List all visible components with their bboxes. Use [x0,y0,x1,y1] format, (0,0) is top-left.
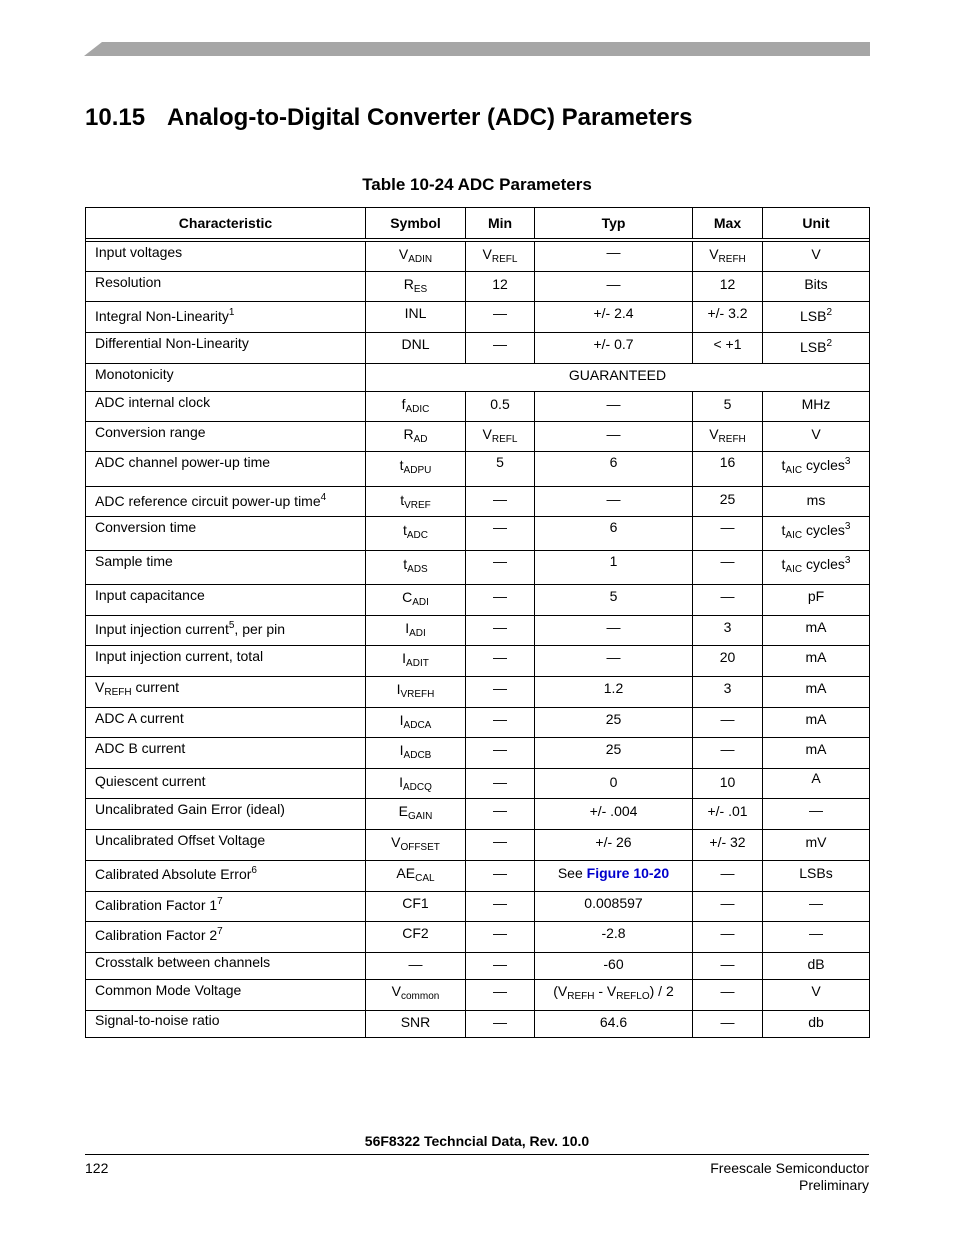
typ-cell: — [606,396,621,412]
table-title: Table 10-24 ADC Parameters [362,175,592,194]
min-cell: — [493,649,507,665]
header-typ: Typ [535,208,693,239]
characteristic-cell: ADC B current [95,740,186,756]
table-row [86,677,870,708]
section-title-text: Analog-to-Digital Converter (ADC) Parameters [167,104,693,131]
table-row [86,333,870,364]
typ-cell: $(V_{REFH} - V_{REFLO}) / 2$ [553,983,674,1002]
symbol-cell: CF1 [402,895,429,911]
typ-cell: — [606,649,621,665]
document-status: Preliminary [798,1177,869,1193]
typ-cell: 5 [609,588,618,604]
symbol-cell: CF2 [402,925,429,941]
unit-cell: dB [807,956,825,972]
max-cell: $V_{REFH}$ [709,426,746,445]
typ-cell: 25 [605,741,622,757]
table-row [86,980,870,1011]
unit-cell: ms [806,492,826,508]
table-row [86,616,870,646]
unit-cell: V [811,983,821,999]
typ-cell: 1 [609,553,618,569]
footer-company-block [710,1160,869,1194]
unit-cell: mV [805,834,827,850]
symbol-cell: $R_{AD}$ [403,426,428,445]
max-cell: — [720,588,735,604]
table-row [86,953,870,980]
characteristic-cell: ADC A current [95,710,184,726]
characteristic-cell: Common Mode Voltage [95,982,242,998]
typ-cell: -2.8 [601,925,626,941]
min-cell: — [493,741,507,757]
max-cell: 25 [719,491,736,507]
characteristic-cell: Calibration Factor $1^7$ [95,896,223,913]
characteristic-cell: Calibrated Absolute Error$^6$ [95,865,257,882]
symbol-cell: $V_{OFFSET}$ [391,834,440,853]
typ-cell: 0 [609,774,618,790]
max-cell: — [720,983,735,999]
symbol-cell: $AE_{CAL}$ [396,865,435,884]
min-cell: — [493,865,507,881]
min-cell: $V_{REFL}$ [482,426,518,445]
unit-cell: mA [805,649,827,665]
unit-cell: pF [807,588,825,604]
unit-cell: LSB$^2$ [799,338,833,355]
max-cell: — [720,519,735,535]
table-row [86,922,870,953]
max-cell: — [720,865,735,881]
characteristic-cell: Quiescent current [95,773,206,789]
symbol-cell: $E_{GAIN}$ [398,803,433,822]
min-cell: 12 [492,276,508,292]
symbol-cell: $R_{ES}$ [403,276,428,295]
table-row [86,272,870,302]
unit-cell: db [808,1014,824,1030]
characteristic-cell: Uncalibrated Offset Voltage [95,832,266,848]
min-cell: — [493,588,507,604]
table-row [86,585,870,616]
table-row [86,487,870,517]
unit-cell: LSB$^2$ [799,307,833,324]
symbol-cell: $f_{ADIC}$ [401,396,430,415]
max-cell: — [720,895,735,911]
unit-cell: $t_{AIC}$ cycles$^3$ [781,555,851,575]
unit-cell: mA [805,711,827,727]
document-title: 56F8322 Techncial Data, Rev. 10.0 [364,1133,590,1149]
typ-cell: See Figure 10-20 [557,865,670,881]
max-cell: 20 [719,649,736,665]
max-cell: 12 [719,276,736,292]
max-cell: — [720,553,735,569]
section-number: 10.15 [85,104,146,131]
table-row [86,302,870,333]
characteristic-cell: ADC channel power-up time [95,454,271,470]
symbol-cell: $I_{ADCA}$ [399,712,432,731]
unit-cell: mA [805,680,827,696]
characteristic-cell: Monotonicity [95,366,174,382]
symbol-cell: — [408,956,423,972]
table-header-row [86,208,870,239]
min-cell: — [493,1014,507,1030]
min-cell: — [493,833,507,849]
header-characteristic: Characteristic [86,208,366,239]
table-row [86,646,870,677]
max-cell: +/- 3.2 [707,305,748,321]
characteristic-cell: Uncalibrated Gain Error (ideal) [95,801,285,817]
characteristic-cell: Input injection current, total [95,648,264,664]
table-row [86,1011,870,1038]
symbol-cell: SNR [400,1014,431,1030]
company-name: Freescale Semiconductor [710,1160,869,1176]
table-row [86,738,870,769]
unit-cell: $t_{AIC}$ cycles$^3$ [781,521,851,541]
symbol-cell: $I_{ADI}$ [405,620,426,639]
unit-cell: V [811,246,821,262]
max-cell: — [720,956,735,972]
typ-cell: 1.2 [603,680,624,696]
header-banner [84,42,870,56]
typ-cell: +/- 2.4 [593,305,634,321]
table-row [86,799,870,830]
min-cell: — [493,802,507,818]
symbol-cell: $t_{ADPU}$ [399,457,432,476]
typ-cell: 6 [609,519,618,535]
table-row [86,769,870,799]
typ-cell: — [606,619,621,635]
min-cell: — [493,619,507,635]
characteristic-cell: Crosstalk between channels [95,954,271,970]
characteristic-cell: Conversion range [95,424,206,440]
adc-parameters-table [85,207,870,1038]
unit-cell: A [811,770,821,786]
symbol-cell: $V_{common}$ [391,983,440,1002]
typ-cell: +/- .004 [589,803,638,819]
symbol-cell: $C_{ADI}$ [402,589,429,608]
symbol-cell: $t_{ADS}$ [403,556,428,575]
guaranteed-cell: GUARANTEED [568,367,667,383]
header-unit: Unit [763,208,870,239]
symbol-cell: $V_{ADIN}$ [398,246,433,265]
header-min: Min [466,208,535,239]
table-row [86,364,870,392]
max-cell: — [720,1014,735,1030]
typ-cell: — [606,491,621,507]
max-cell: +/- .01 [707,803,748,819]
min-cell: — [493,491,507,507]
symbol-cell: $I_{ADCQ}$ [399,774,432,793]
typ-cell: +/- 0.7 [593,336,634,352]
table-row [86,551,870,585]
footer-divider [85,1154,869,1155]
symbol-cell: $t_{VREF}$ [400,492,431,511]
typ-cell: — [606,244,621,260]
max-cell: — [720,925,735,941]
table-row [86,392,870,422]
max-cell: 3 [723,619,732,635]
characteristic-cell: ADC internal clock [95,394,211,410]
table-row [86,708,870,738]
min-cell: — [493,983,507,999]
max-cell: 3 [723,680,732,696]
unit-cell: V [811,426,821,442]
max-cell: < +1 [713,336,742,352]
table-row [86,861,870,892]
unit-cell: — [809,802,823,818]
min-cell: 0.5 [490,396,510,412]
typ-cell: 64.6 [599,1014,628,1030]
typ-cell: — [606,426,621,442]
unit-cell: mA [805,619,827,635]
table-row [86,422,870,452]
characteristic-cell: ADC reference circuit power-up time$^4$ [95,492,327,509]
typ-cell: 0.008597 [584,895,643,911]
typ-cell: — [606,276,621,292]
typ-cell: 6 [609,454,618,470]
symbol-cell: $t_{ADC}$ [402,522,428,541]
symbol-cell: $I_{ADIT}$ [402,650,429,669]
min-cell: — [493,336,507,352]
min-cell: — [493,711,507,727]
unit-cell: MHz [801,396,831,412]
table-row [86,517,870,551]
header-max: Max [693,208,763,239]
characteristic-cell: Differential Non-Linearity [95,335,249,351]
section-title [85,104,692,132]
min-cell: — [493,553,507,569]
table-row [86,242,870,272]
characteristic-cell: Conversion time [95,519,197,535]
symbol-cell: INL [404,305,427,321]
unit-cell: $t_{AIC}$ cycles$^3$ [781,456,851,476]
max-cell: $V_{REFH}$ [709,246,746,265]
table-row [86,452,870,487]
characteristic-cell: Sample time [95,553,173,569]
min-cell: — [493,925,507,941]
unit-cell: Bits [804,276,828,292]
min-cell: 5 [496,454,504,470]
unit-cell: mA [805,741,827,757]
max-cell: 16 [719,454,736,470]
characteristic-cell: Input capacitance [95,587,205,603]
typ-cell: -60 [603,956,624,972]
min-cell: — [493,519,507,535]
min-cell: — [493,774,507,790]
characteristic-cell: Signal-to-noise ratio [95,1012,220,1028]
characteristic-cell: $V_{REFH}$ current [95,679,180,698]
min-cell: — [493,680,507,696]
symbol-cell: DNL [401,336,430,352]
unit-cell: LSBs [799,865,833,881]
min-cell: — [493,956,507,972]
characteristic-cell: Calibration Factor $2^7$ [95,926,223,943]
min-cell: — [493,895,507,911]
table-row [86,892,870,922]
max-cell: 5 [723,396,732,412]
min-cell: — [493,305,507,321]
page-number: 122 [85,1160,109,1176]
figure-10-20-link[interactable]: Figure 10-20 [586,865,670,881]
symbol-cell: $I_{VREFH}$ [396,681,435,700]
typ-cell: +/- 26 [595,834,632,850]
table-row [86,830,870,861]
max-cell: 10 [719,774,736,790]
unit-cell: — [809,895,823,911]
characteristic-cell: Input injection current$^5$, per pin [95,620,286,637]
unit-cell: — [809,925,823,941]
characteristic-cell: Resolution [95,274,162,290]
characteristic-cell: Input voltages [95,244,183,260]
symbol-cell: $I_{ADCB}$ [399,742,432,761]
max-cell: — [720,741,735,757]
min-cell: $V_{REFL}$ [482,246,518,265]
max-cell: — [720,711,735,727]
typ-cell: 25 [605,711,622,727]
max-cell: +/- 32 [709,834,746,850]
header-symbol: Symbol [366,208,466,239]
characteristic-cell: Integral Non-Linearity$^1$ [95,307,235,324]
